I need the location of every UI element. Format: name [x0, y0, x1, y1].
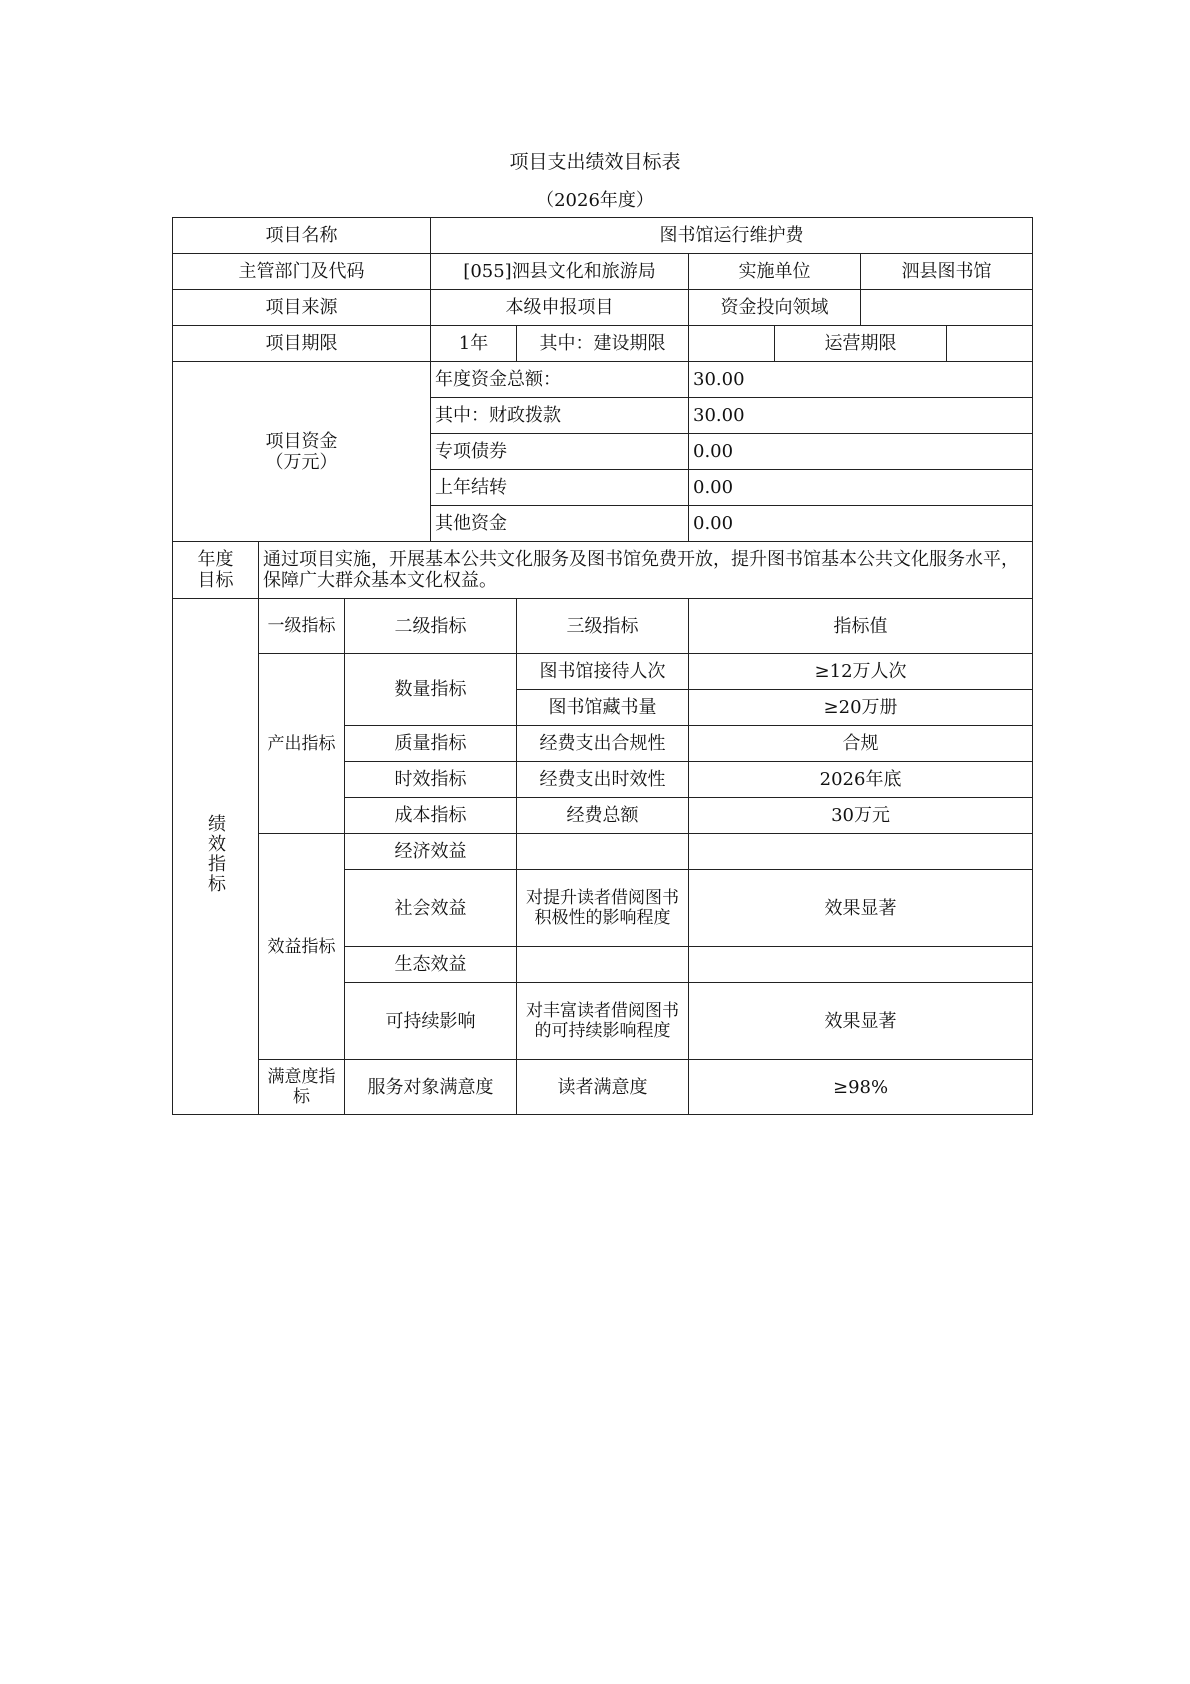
fund-row-label: 其中：财政拨款	[431, 398, 689, 434]
annual-goal-label-line1: 年度	[197, 549, 234, 570]
annual-goal-text: 通过项目实施，开展基本公共文化服务及图书馆免费开放，提升图书馆基本公共文化服务水平，保障广大群众基本文化权益。	[259, 542, 1033, 599]
fund-row-value: 0.00	[689, 470, 1033, 506]
indicator-value: ≥20万册	[689, 690, 1033, 726]
quantity-indicator-label: 数量指标	[345, 654, 517, 726]
build-period-value	[689, 326, 775, 362]
row-period	[173, 326, 1033, 362]
invest-label: 资金投向领域	[689, 290, 861, 326]
indicator-row	[173, 1060, 1033, 1115]
fund-row-label: 其他资金	[431, 506, 689, 542]
indicator-l2: 成本指标	[345, 798, 517, 834]
header-level3: 三级指标	[517, 599, 689, 654]
row-department	[173, 254, 1033, 290]
indicator-l3: 经费支出合规性	[517, 726, 689, 762]
indicator-value: 合规	[689, 726, 1033, 762]
source-value: 本级申报项目	[431, 290, 689, 326]
period-label: 项目期限	[173, 326, 431, 362]
indicator-l3: 读者满意度	[517, 1060, 689, 1115]
operate-period-value	[947, 326, 1033, 362]
indicator-l3: 图书馆藏书量	[517, 690, 689, 726]
indicator-l2: 服务对象满意度	[345, 1060, 517, 1115]
indicator-row	[173, 834, 1033, 870]
fund-row-label: 年度资金总额：	[431, 362, 689, 398]
funds-row	[173, 362, 1033, 398]
source-label: 项目来源	[173, 290, 431, 326]
fund-row-value: 30.00	[689, 398, 1033, 434]
performance-target-table	[172, 217, 1033, 1115]
annual-goal-row	[173, 542, 1033, 599]
operate-period-label: 运营期限	[775, 326, 947, 362]
header-level2: 二级指标	[345, 599, 517, 654]
indicator-l3	[517, 947, 689, 983]
indicator-value: ≥12万人次	[689, 654, 1033, 690]
fund-row-value: 0.00	[689, 506, 1033, 542]
header-value: 指标值	[689, 599, 1033, 654]
indicator-l2: 经济效益	[345, 834, 517, 870]
invest-value	[861, 290, 1033, 326]
indicator-l2: 生态效益	[345, 947, 517, 983]
indicator-l3: 经费支出时效性	[517, 762, 689, 798]
satisfaction-indicator-label: 满意度指标	[259, 1060, 345, 1115]
funds-label-line2: （万元）	[265, 451, 338, 473]
fund-row-label: 上年结转	[431, 470, 689, 506]
indicator-value: 30万元	[689, 798, 1033, 834]
page-year: （2026年度）	[536, 190, 654, 211]
indicator-value: 效果显著	[689, 870, 1033, 947]
page-title: 项目支出绩效目标表	[509, 151, 681, 173]
fund-row-value: 0.00	[689, 434, 1033, 470]
row-source	[173, 290, 1033, 326]
dept-value: [055]泗县文化和旅游局	[431, 254, 689, 290]
funds-label	[173, 362, 431, 542]
header-level1: 一级指标	[259, 599, 345, 654]
fund-row-value: 30.00	[689, 362, 1033, 398]
indicator-value: 2026年底	[689, 762, 1033, 798]
indicator-l3: 对提升读者借阅图书积极性的影响程度	[517, 870, 689, 947]
indicator-l3: 图书馆接待人次	[517, 654, 689, 690]
annual-goal-label	[173, 542, 259, 599]
indicator-header-row	[173, 599, 1033, 654]
project-name-value: 图书馆运行维护费	[431, 218, 1033, 254]
indicator-l2: 可持续影响	[345, 983, 517, 1060]
indicator-l2: 质量指标	[345, 726, 517, 762]
impl-unit-label: 实施单位	[689, 254, 861, 290]
dept-label: 主管部门及代码	[173, 254, 431, 290]
indicator-row	[173, 654, 1033, 690]
output-indicator-label: 产出指标	[259, 654, 345, 834]
indicator-value	[689, 834, 1033, 870]
benefit-indicator-label: 效益指标	[259, 834, 345, 1060]
indicator-l3: 对丰富读者借阅图书的可持续影响程度	[517, 983, 689, 1060]
period-value: 1年	[431, 326, 517, 362]
indicator-l3: 经费总额	[517, 798, 689, 834]
indicator-l2: 时效指标	[345, 762, 517, 798]
indicator-value: ≥98%	[689, 1060, 1033, 1115]
performance-section-label	[173, 599, 259, 1115]
indicator-l3	[517, 834, 689, 870]
project-name-label: 项目名称	[173, 218, 431, 254]
indicator-value	[689, 947, 1033, 983]
funds-label-line1: 项目资金	[265, 430, 338, 452]
performance-section-text: 绩效指标	[205, 814, 226, 894]
build-period-label: 其中：建设期限	[517, 326, 689, 362]
row-project-name	[173, 218, 1033, 254]
impl-unit-value: 泗县图书馆	[861, 254, 1033, 290]
fund-row-label: 专项债券	[431, 434, 689, 470]
indicator-value: 效果显著	[689, 983, 1033, 1060]
annual-goal-label-line2: 目标	[197, 570, 234, 591]
indicator-l2: 社会效益	[345, 870, 517, 947]
